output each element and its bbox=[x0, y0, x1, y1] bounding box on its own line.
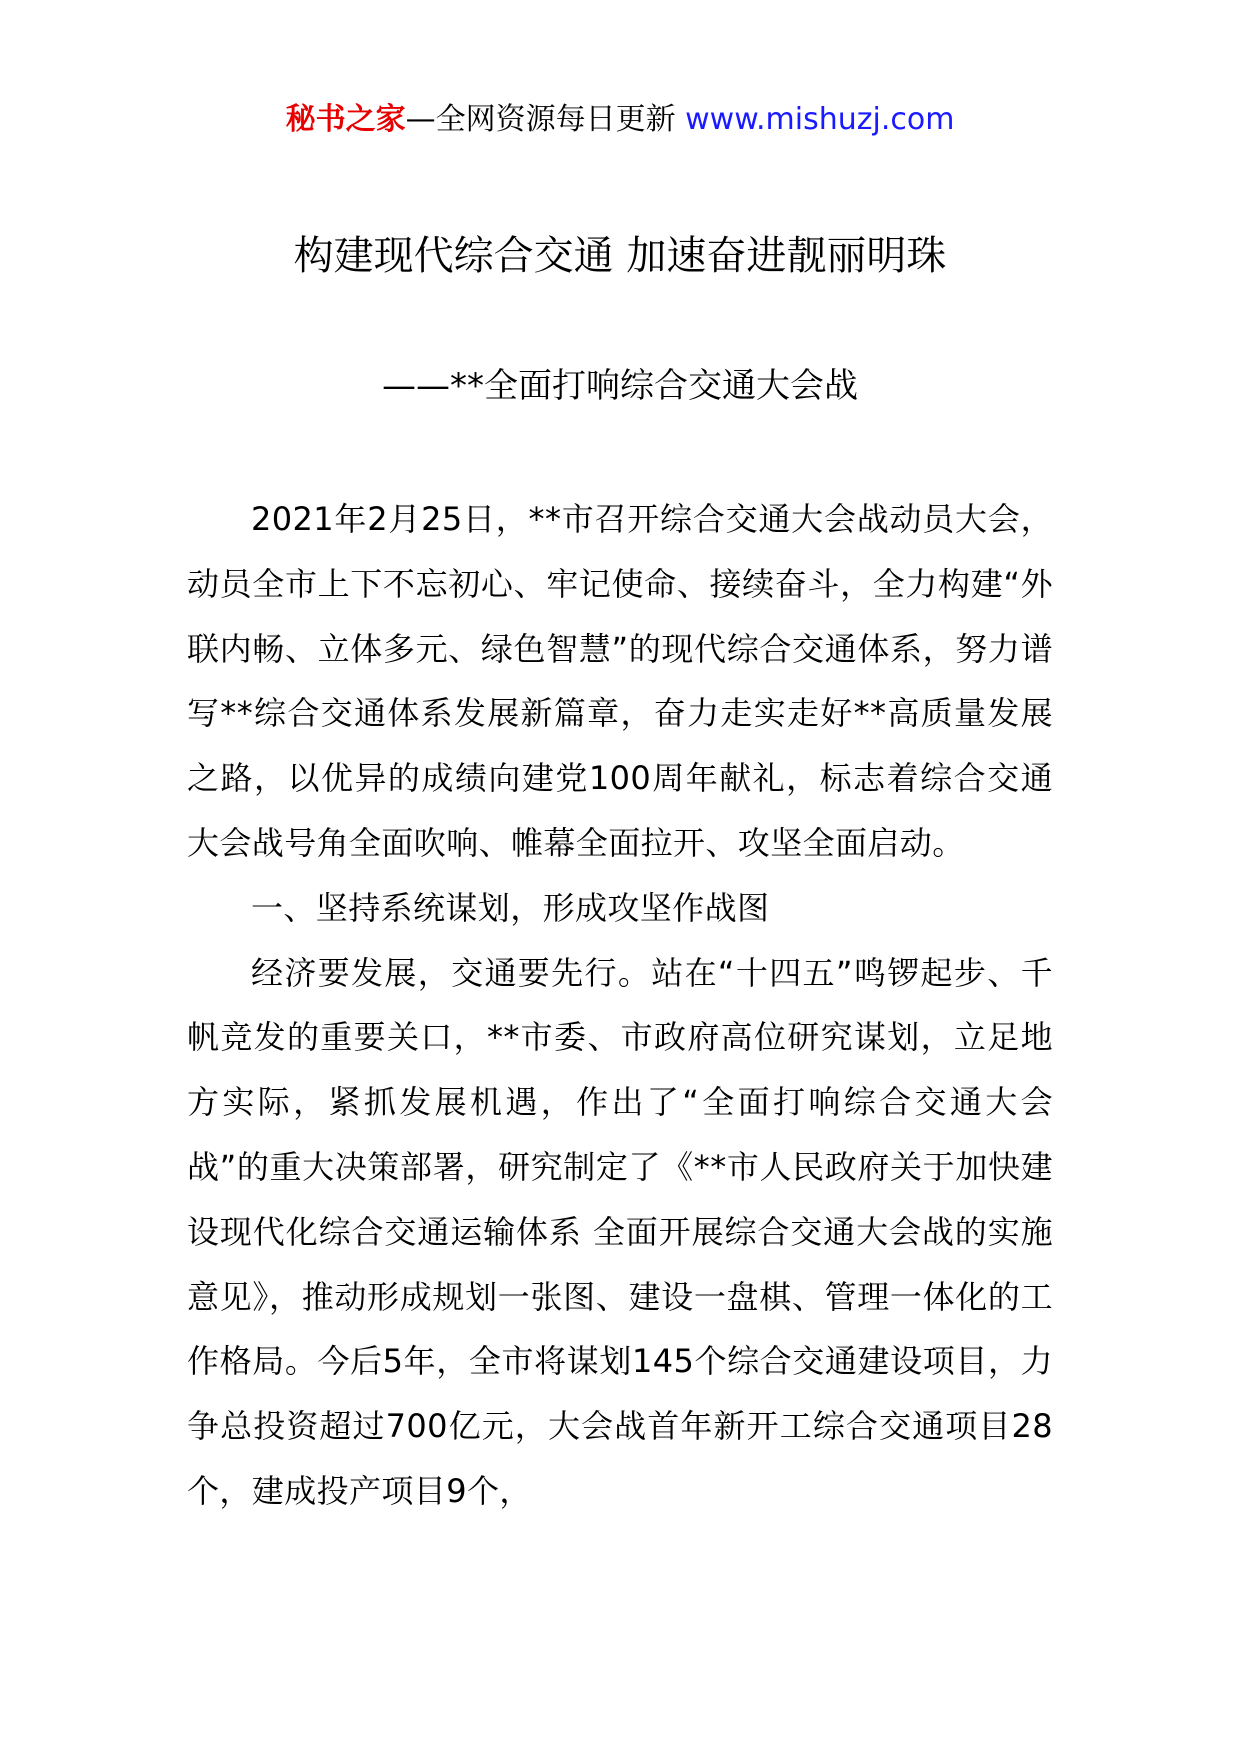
site-url-link[interactable]: www.mishuzj.com bbox=[685, 102, 955, 137]
body-paragraph: 经济要发展，交通要先行。站在“十四五”鸣锣起步、千帆竞发的重要关口，**市委、市政府高位研究谋划，立足地方实际，紧抓发展机遇，作出了“全面打响综合交通大会战”的重大决策部署，研究制定了《**市人民政府关于加快建设现代化综合交通运输体系 全面开展综合交通大会战的实施意见》，推动形成规划一张图、建设一盘棋、管理一体化的工作格局。今后5年，全市将谋划145个综合交通建设项目，力争总投资超过700亿元，大会战首年新开工综合交通项目28个，建成投产项目9个， bbox=[187, 953, 1053, 1510]
brand-name: 秘书之家 bbox=[285, 102, 406, 137]
header-tagline: —全网资源每日更新 bbox=[405, 102, 686, 137]
section-heading: 一、坚持系统谋划，形成攻坚作战图 bbox=[251, 888, 770, 927]
document-title: 构建现代综合交通 加速奋进靓丽明珠 bbox=[293, 233, 947, 279]
watermark-header bbox=[0, 100, 1240, 140]
document-body bbox=[187, 487, 1053, 1524]
body-paragraph: 2021年2月25日，**市召开综合交通大会战动员大会，动员全市上下不忘初心、牢记使命、接续奋斗，全力构建“外联内畅、立体多元、绿色智慧”的现代综合交通体系，努力谱写**综合交通体系发展新篇章，奋力走实走好**高质量发展之路，以优异的成绩向建党100周年献礼，标志着综合交通大会战号角全面吹响、帷幕全面拉开、攻坚全面启动。 bbox=[187, 500, 1053, 862]
document-subtitle: ——**全面打响综合交通大会战 bbox=[382, 366, 858, 406]
